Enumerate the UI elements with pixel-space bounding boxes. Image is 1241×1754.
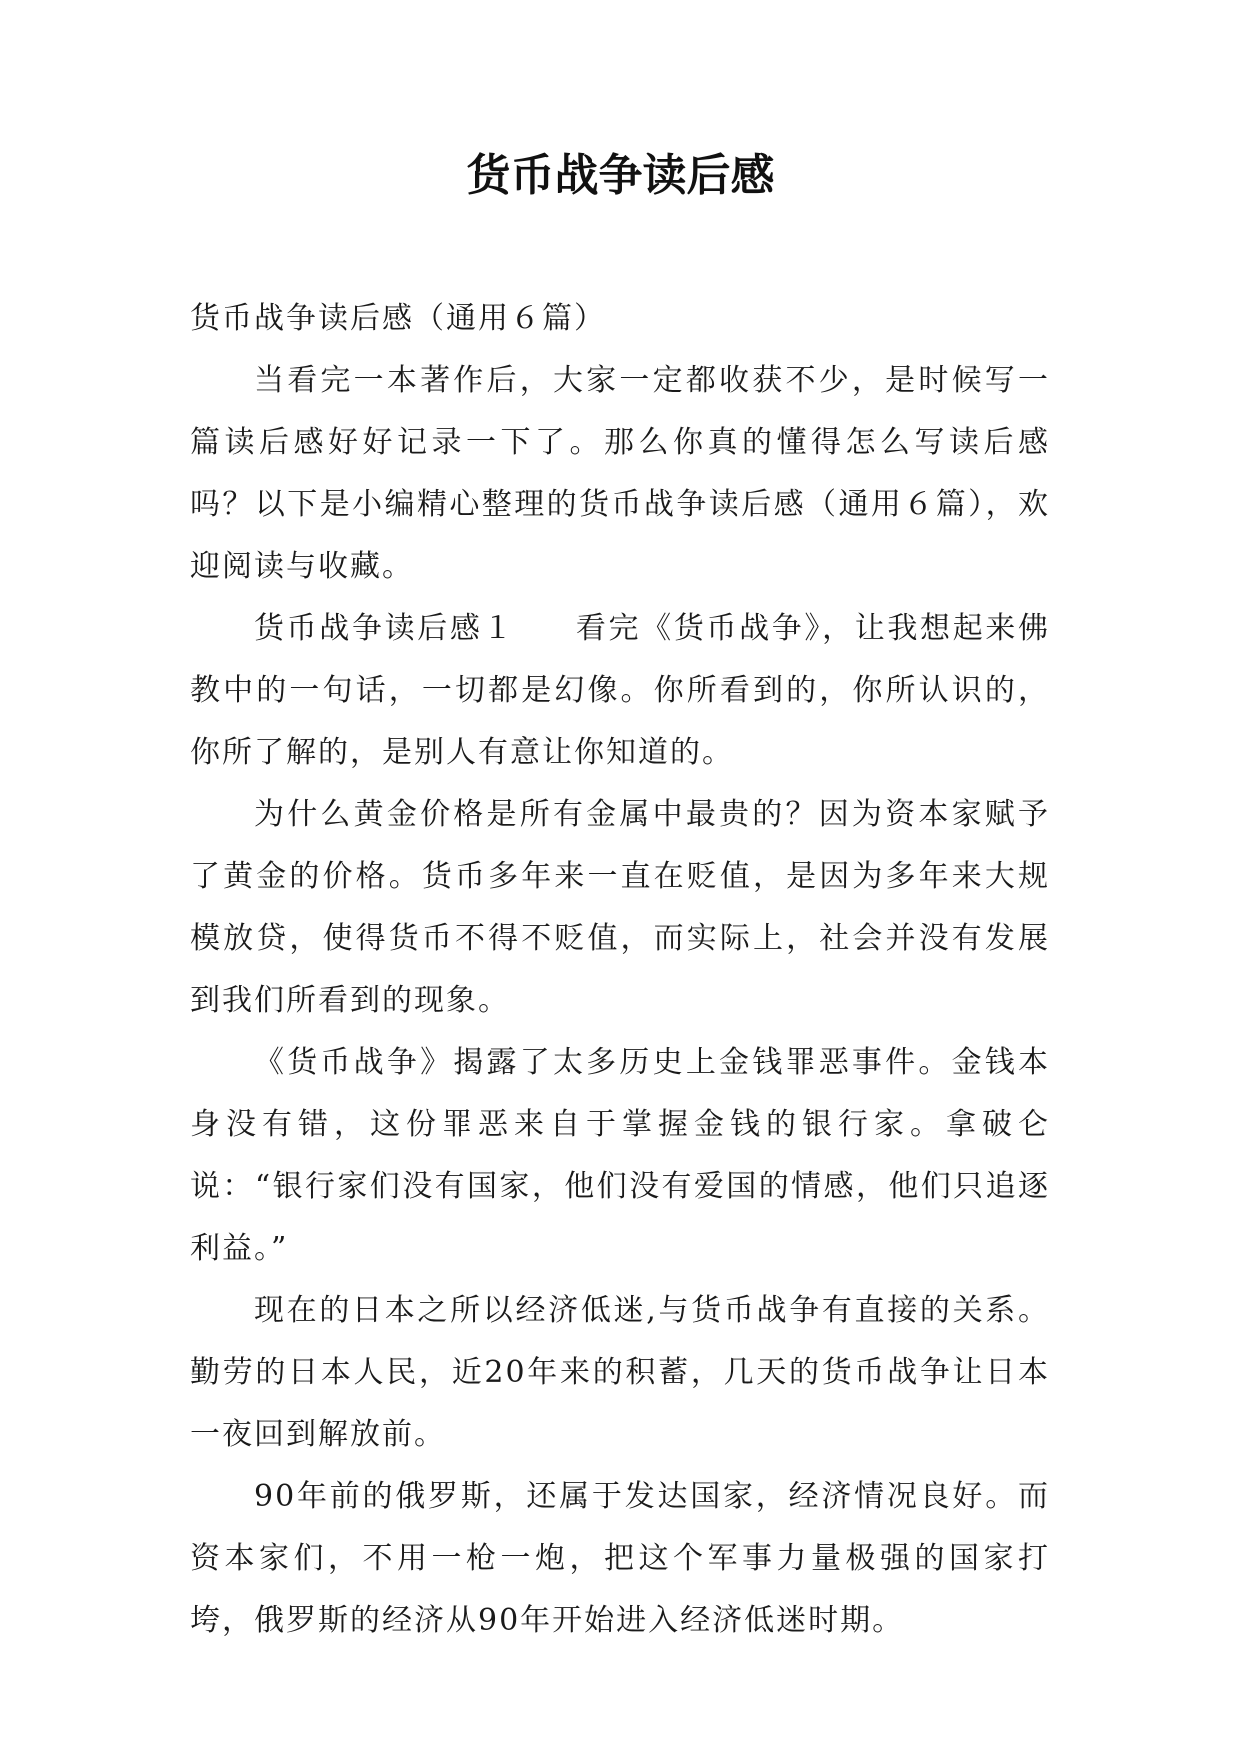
paragraph-gold-price: 为什么黄金价格是所有金属中最贵的？因为资本家赋予了黄金的价格。货币多年来一直在贬值，是因为多年来大规模放贷，使得货币不得不贬值，而实际上，社会并没有发展到我们所看到的现象。: [190, 797, 1050, 1018]
document-title: 货币战争读后感: [466, 150, 775, 201]
section-1-heading: 货币战争读后感１: [254, 611, 516, 646]
document-subtitle: 货币战争读后感（通用６篇）: [190, 301, 606, 336]
section-1-text: 看完《货币战争》，让我想起来佛教中的一句话，一切都是幻像。你所看到的，你所认识的，你所了解的，是别人有意让你知道的。: [190, 611, 1051, 770]
paragraph-russia: 90年前的俄罗斯，还属于发达国家，经济情况良好。而资本家们，不用一枪一炮，把这个军事力量极强的国家打垮，俄罗斯的经济从90年开始进入经济低迷时期。: [190, 1479, 1050, 1638]
intro-paragraph: 当看完一本著作后，大家一定都收获不少，是时候写一篇读后感好好记录一下了。那么你真的懂得怎么写读后感吗？以下是小编精心整理的货币战争读后感（通用６篇），欢迎阅读与收藏。: [190, 363, 1050, 584]
paragraph-japan: 现在的日本之所以经济低迷,与货币战争有直接的关系。勤劳的日本人民，近20年来的积蓄，几天的货币战争让日本一夜回到解放前。: [190, 1293, 1050, 1452]
paragraph-bankers: 《货币战争》揭露了太多历史上金钱罪恶事件。金钱本身没有错，这份罪恶来自于掌握金钱的银行家。拿破仑说：“银行家们没有国家，他们没有爱国的情感，他们只追逐利益。”: [190, 1045, 1050, 1266]
document-body: [190, 288, 1050, 1652]
section-1-paragraph: [190, 598, 1050, 784]
